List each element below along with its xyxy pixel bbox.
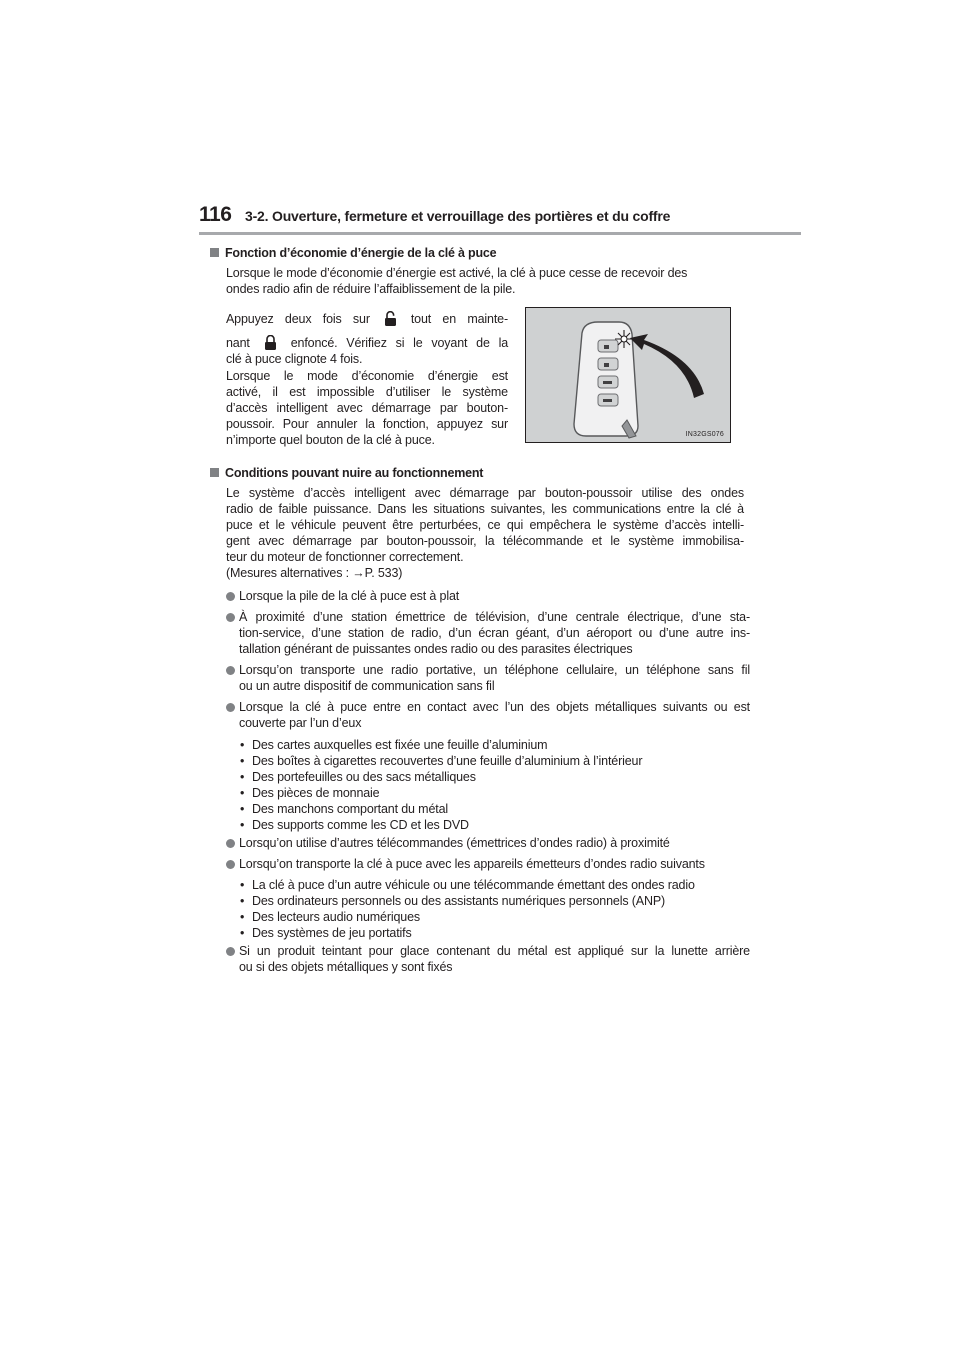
list-item: Lorsque la pile de la clé à puce est à plat [226,588,750,604]
unlock-icon [384,311,397,326]
text-line: activé, il est impossible d’utiliser le système [226,384,508,399]
power-saving-instructions [226,311,508,449]
round-bullet-icon [226,703,235,712]
text-line: Lorsque le mode d’économie d’énergie est activé, la clé à puce cesse de recevoir des [226,266,688,280]
round-bullet-icon [226,592,235,601]
round-bullet-icon [226,947,235,956]
sub-list-item: • Des cartes auxquelles est fixée une feuille d’aluminium [240,738,548,752]
sub-list-item: • Des ordinateurs personnels ou des assistants numériques personnels (ANP) [240,894,666,908]
text-line: teur du moteur de fonctionner correctement. [226,550,464,564]
square-bullet-icon [210,248,219,257]
list-item: Si un produit teintant pour glace contenant du métal est appliqué sur la lunette arrière ou si des objets métalliques y sont fixés [226,943,750,975]
section-intro-power-saving [226,265,746,297]
list-item: Lorsqu’on utilise d’autres télécommandes (émettrices d’ondes radio) à proximité [226,835,750,851]
header-rule [199,232,801,235]
text-line: n’importe quel bouton de la clé à puce. [226,433,435,448]
sub-list-item: • Des supports comme les CD et les DVD [240,818,469,832]
section-intro-conditions [226,485,744,581]
text-line: d’accès intelligent avec démarrage par bouton- [226,401,508,416]
text-line: ondes radio afin de réduire l’affaiblissement de la pile. [226,282,516,296]
page-number: 116 [199,203,232,226]
text-line: (Mesures alternatives : →P. 533) [226,566,403,580]
sub-list-item: • La clé à puce d’un autre véhicule ou une télécommande émettant des ondes radio [240,878,695,892]
list-item: Lorsqu’on transporte une radio portative, un téléphone cellulaire, un téléphone sans fil ou un autre dispositif de communication sans fil [226,662,750,694]
list-item: Lorsque la clé à puce entre en contact avec l’un des objets métalliques suivants ou est couverte par l’un d’eux [226,699,750,731]
list-item: Lorsqu’on transporte la clé à puce avec les appareils émetteurs d’ondes radio suivants [226,856,750,872]
text-line: Lorsque le mode d’économie d’énergie est [226,368,508,383]
text-line: poussoir. Pour annuler la fonction, appuyez sur [226,417,508,432]
section-title-conditions [210,466,483,480]
round-bullet-icon [226,860,235,869]
sub-list-item: • Des pièces de monnaie [240,786,380,800]
smart-key-illustration [526,308,730,442]
sub-list-item: • Des boîtes à cigarettes recouvertes d’une feuille d’aluminium à l’intérieur [240,754,643,768]
round-bullet-icon [226,613,235,622]
instruction-line-2: nant enfoncé. Vérifiez si le voyant de la [226,336,508,351]
chapter-title: 3-2. Ouverture, fermeture et verrouillage des portières et du coffre [245,208,671,224]
round-bullet-icon [226,839,235,848]
section-title-text: Conditions pouvant nuire au fonctionnement [225,466,484,480]
sub-list-item: • Des lecteurs audio numériques [240,910,420,924]
lock-icon [264,335,277,350]
figure-code: IN32GS076 [685,431,724,438]
list-item: À proximité d’une station émettrice de télévision, d’une centrale électrique, d’une sta- tion-service, d’une station de radio, d’un écran géant, d’un aéroport ou d’une autre ins- tallation générant de puissantes ondes radio ou des parasites électriques [226,609,750,657]
text-line: puce et le véhicule peuvent être perturbées, ce qui empêchera le système d’accès intelli- [226,518,744,532]
instruction-line-1: Appuyez deux fois sur tout en mainte- [226,312,508,326]
section-title-power-saving [210,246,496,260]
square-bullet-icon [210,468,219,477]
smart-key-figure [525,307,731,443]
section-title-text: Fonction d’économie d’énergie de la clé à puce [225,246,497,260]
sub-list-item: • Des systèmes de jeu portatifs [240,926,412,940]
sub-list-item: • Des portefeuilles ou des sacs métalliques [240,770,476,784]
round-bullet-icon [226,666,235,675]
text-line: radio de faible puissance. Dans les situations suivantes, les communications entre la clé à [226,502,744,516]
text-line: Le système d’accès intelligent avec démarrage par bouton-poussoir utilise des ondes [226,486,744,500]
text-line: clé à puce clignote 4 fois. [226,352,363,367]
sub-list-item: • Des manchons comportant du métal [240,802,448,816]
text-line: gent avec démarrage par bouton-poussoir, la télécommande et le système immobilisa- [226,534,744,548]
